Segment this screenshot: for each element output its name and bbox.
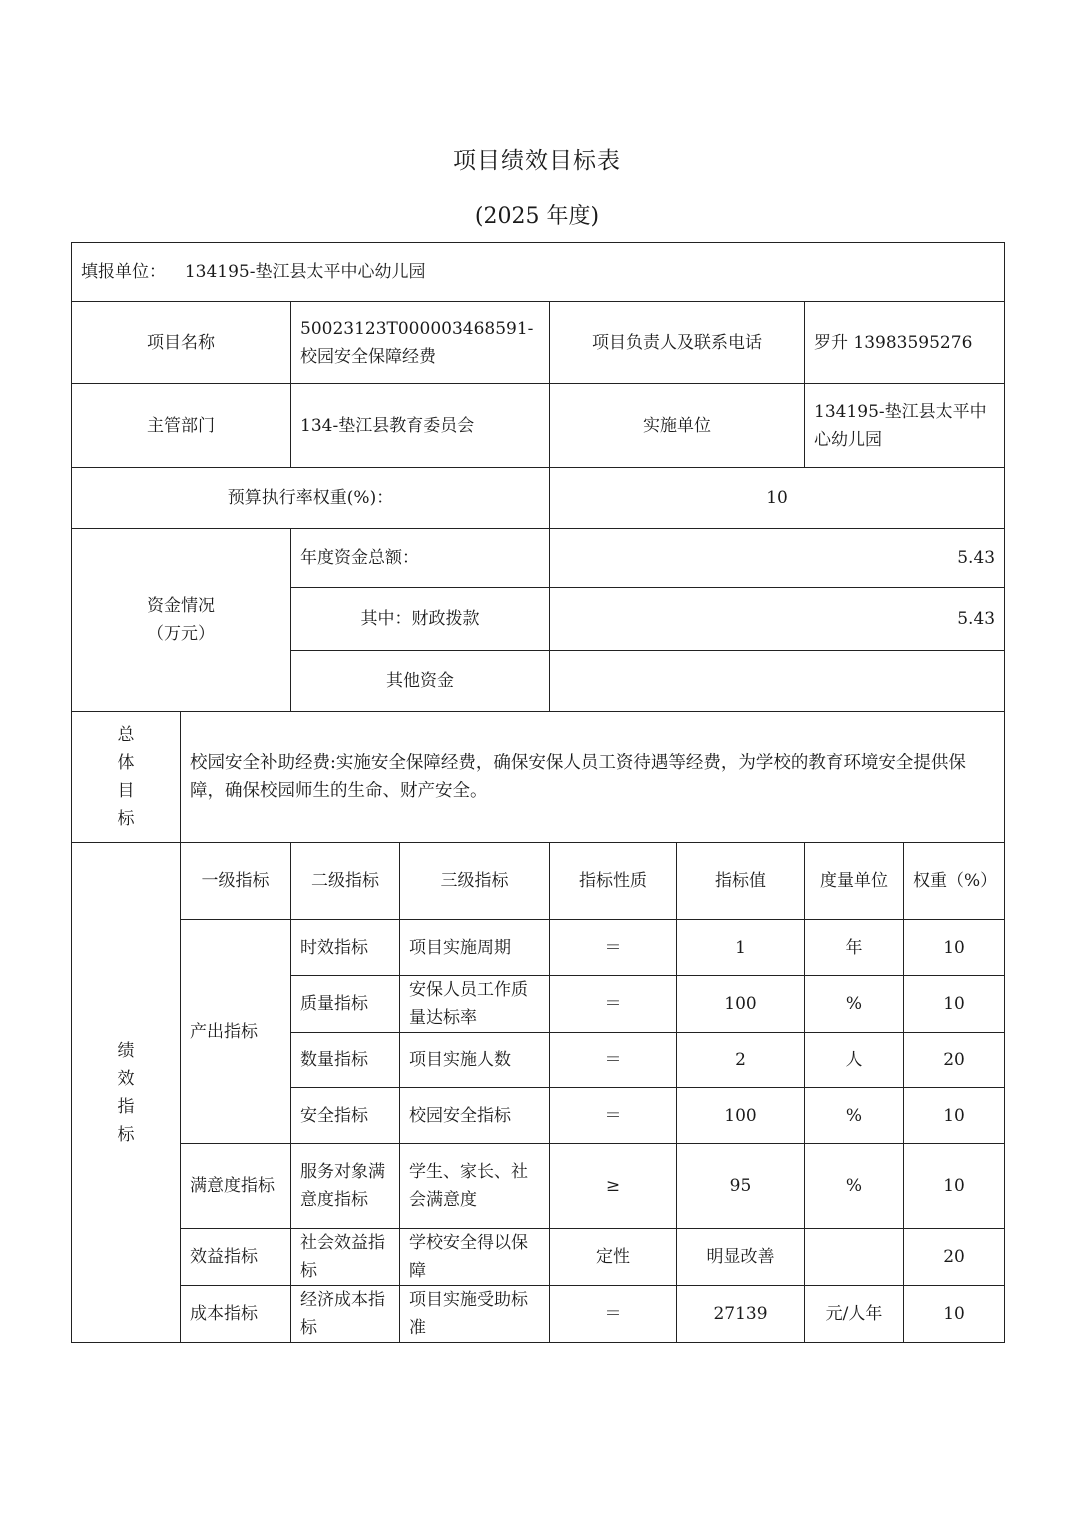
budget-weight-value: 10 (550, 468, 1005, 529)
performance-label-char: 绩 (117, 1040, 135, 1061)
level2-cell: 数量指标 (291, 1033, 400, 1088)
budget-weight-label: 预算执行率权重(%)： (72, 468, 550, 529)
unit-cell: % (805, 976, 904, 1033)
level2-cell: 时效指标 (291, 920, 400, 976)
value-cell: 1 (677, 920, 805, 976)
weight-cell: 10 (904, 1144, 1005, 1229)
overall-goal-char: 总 (117, 725, 135, 745)
nature-cell: 定性 (550, 1229, 677, 1286)
nature-cell: ＝ (550, 1088, 677, 1144)
level1-cell: 效益指标 (181, 1229, 291, 1286)
annual-total-label: 年度资金总额： (291, 529, 550, 588)
reporting-unit-cell (72, 243, 1005, 302)
level3-cell: 校园安全指标 (400, 1088, 550, 1144)
other-funds-label: 其他资金 (291, 651, 550, 712)
unit-cell (805, 1229, 904, 1286)
annual-total-value: 5.43 (550, 529, 1005, 588)
value-cell: 27139 (677, 1286, 805, 1343)
reporting-unit-value: 134195-垫江县太平中心幼儿园 (184, 262, 426, 282)
page-title: 项目绩效目标表 (453, 148, 621, 174)
level3-cell: 安保人员工作质量达标率 (400, 976, 550, 1033)
level3-cell: 学校安全得以保障 (400, 1229, 550, 1286)
funds-label (72, 529, 291, 712)
nature-cell: ＝ (550, 976, 677, 1033)
header-level1: 一级指标 (181, 843, 291, 920)
department-value: 134-垫江县教育委员会 (291, 384, 550, 468)
performance-label-char: 标 (117, 1124, 135, 1145)
other-funds-value (550, 651, 1005, 712)
reporting-unit-label: 填报单位： (81, 262, 166, 282)
header-unit: 度量单位 (805, 843, 904, 920)
weight-cell: 10 (904, 976, 1005, 1033)
header-level2: 二级指标 (291, 843, 400, 920)
header-level3: 三级指标 (400, 843, 550, 920)
unit-cell: 人 (805, 1033, 904, 1088)
level3-cell: 项目实施人数 (400, 1033, 550, 1088)
level3-cell: 学生、家长、社会满意度 (400, 1144, 550, 1229)
implementing-unit-label: 实施单位 (550, 384, 805, 468)
level2-cell: 服务对象满意度指标 (291, 1144, 400, 1229)
value-cell: 95 (677, 1144, 805, 1229)
performance-target-table (71, 242, 1005, 1343)
performance-indicators-label (72, 843, 181, 1343)
nature-cell: ＝ (550, 1033, 677, 1088)
overall-goal-char: 标 (117, 809, 135, 829)
overall-goal-label (72, 712, 181, 843)
performance-label-char: 效 (117, 1068, 135, 1089)
overall-goal-char: 目 (117, 781, 135, 801)
level2-cell: 质量指标 (291, 976, 400, 1033)
unit-cell: 元/人年 (805, 1286, 904, 1343)
performance-label-char: 指 (117, 1096, 135, 1117)
overall-goal-text: 校园安全补助经费:实施安全保障经费，确保安保人员工资待遇等经费，为学校的教育环境安全提供保障，确保校园师生的生命、财产安全。 (181, 712, 1005, 843)
contact-value: 罗升 13983595276 (805, 302, 1005, 384)
weight-cell: 20 (904, 1229, 1005, 1286)
value-cell: 100 (677, 1088, 805, 1144)
funds-label-line1: 资金情况 (147, 596, 215, 616)
weight-cell: 20 (904, 1033, 1005, 1088)
level3-cell: 项目实施周期 (400, 920, 550, 976)
level1-cell: 满意度指标 (181, 1144, 291, 1229)
level1-cell: 成本指标 (181, 1286, 291, 1343)
level2-cell: 安全指标 (291, 1088, 400, 1144)
header-nature: 指标性质 (550, 843, 677, 920)
department-label: 主管部门 (72, 384, 291, 468)
weight-cell: 10 (904, 920, 1005, 976)
overall-goal-char: 体 (117, 753, 135, 773)
table-row (72, 1229, 1005, 1286)
nature-cell: ＝ (550, 920, 677, 976)
table-row (72, 1286, 1005, 1343)
level2-cell: 经济成本指标 (291, 1286, 400, 1343)
unit-cell: % (805, 1088, 904, 1144)
unit-cell: % (805, 1144, 904, 1229)
value-cell: 100 (677, 976, 805, 1033)
table-row (72, 920, 1005, 976)
nature-cell: ≥ (550, 1144, 677, 1229)
header-weight: 权重（%） (904, 843, 1005, 920)
level2-cell: 社会效益指标 (291, 1229, 400, 1286)
funds-label-line2: （万元） (147, 624, 215, 644)
value-cell: 2 (677, 1033, 805, 1088)
implementing-unit-value: 134195-垫江县太平中心幼儿园 (805, 384, 1005, 468)
nature-cell: ＝ (550, 1286, 677, 1343)
level3-cell: 项目实施受助标准 (400, 1286, 550, 1343)
fiscal-allocation-label: 其中：财政拨款 (291, 588, 550, 651)
output-indicators-group: 产出指标 (181, 920, 291, 1144)
weight-cell: 10 (904, 1286, 1005, 1343)
unit-cell: 年 (805, 920, 904, 976)
header-value: 指标值 (677, 843, 805, 920)
table-row (72, 1144, 1005, 1229)
page-subtitle: (2025 年度) (474, 204, 600, 229)
project-name-value: 50023123T000003468591-校园安全保障经费 (291, 302, 550, 384)
contact-label: 项目负责人及联系电话 (550, 302, 805, 384)
project-name-label: 项目名称 (72, 302, 291, 384)
fiscal-allocation-value: 5.43 (550, 588, 1005, 651)
weight-cell: 10 (904, 1088, 1005, 1144)
value-cell: 明显改善 (677, 1229, 805, 1286)
